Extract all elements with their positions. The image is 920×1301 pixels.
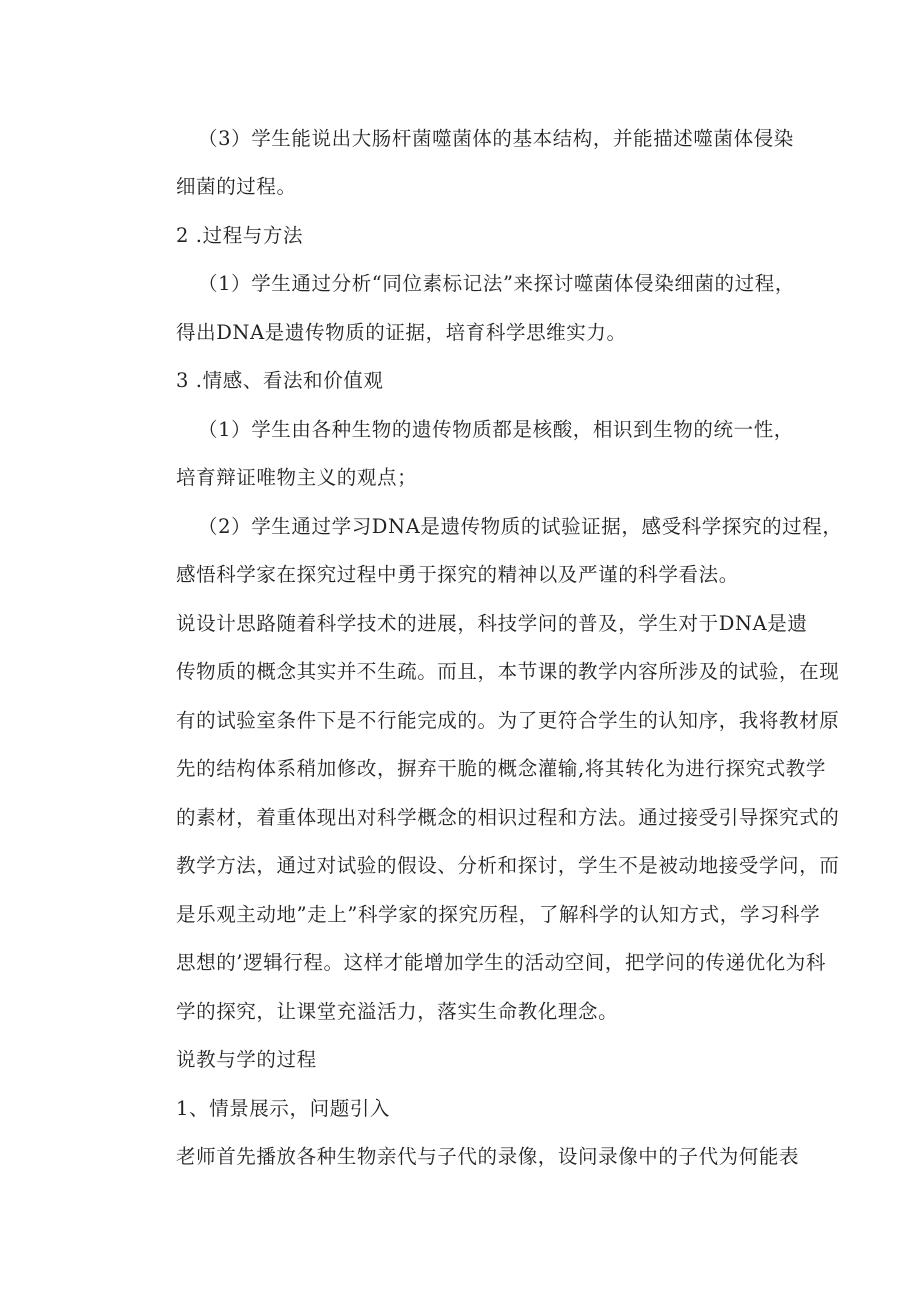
text-line: 教学方法，通过对试验的假设、分析和探讨，学生不是被动地接受学问，而 [176,854,840,877]
section-heading: 2 .过程与方法 [176,224,304,247]
text-line: 先的结构体系稍加修改，摒弃干脆的概念灌输,将其转化为进行探究式教学 [176,757,826,780]
text-line: 有的试验室条件下是不行能完成的。为了更符合学生的认知序，我将教材原 [176,709,840,732]
text-line: 得出DNA是遗传物质的证据，培育科学思维实力。 [176,321,627,344]
text-line: 传物质的概念其实并不生疏。而且，本节课的教学内容所涉及的试验，在现 [176,660,840,683]
section-heading: 说教与学的过程 [176,1048,317,1071]
text-line: 细菌的过程。 [176,175,297,198]
text-line: 的素材，着重体现出对科学概念的相识过程和方法。通过接受引导探究式的 [176,806,840,829]
text-line: 思想的’逻辑行程。这样才能增加学生的活动空间，把学问的传递优化为科 [176,951,826,974]
text-line: 培育辩证唯物主义的观点； [176,466,418,489]
text-line: 学的探究，让课堂充溢活力，落实生命教化理念。 [176,1000,619,1023]
text-line: （1）学生由各种生物的遗传物质都是核酸，相识到生物的统一性， [198,418,794,441]
text-line: 说设计思路随着科学技术的进展，科技学问的普及，学生对于DNA是遗 [176,612,808,635]
text-line: 感悟科学家在探究过程中勇于探究的精神以及严谨的科学看法。 [176,563,739,586]
text-line: （2）学生通过学习DNA是遗传物质的试验证据，感受科学探究的过程， [198,515,843,538]
text-line: （3）学生能说出大肠杆菌噬菌体的基本结构，并能描述噬菌体侵染 [198,127,794,150]
text-line: 是乐观主动地”走上”科学家的探究历程，了解科学的认知方式，学习科学 [176,903,821,926]
text-line: 老师首先播放各种生物亲代与子代的录像，设问录像中的子代为何能表 [176,1145,800,1168]
section-heading: 3 .情感、看法和价值观 [176,369,384,392]
text-line: （1）学生通过分析“同位素标记法”来探讨噬菌体侵染细菌的过程， [198,272,795,295]
section-heading: 1、情景展示，问题引入 [176,1097,391,1120]
